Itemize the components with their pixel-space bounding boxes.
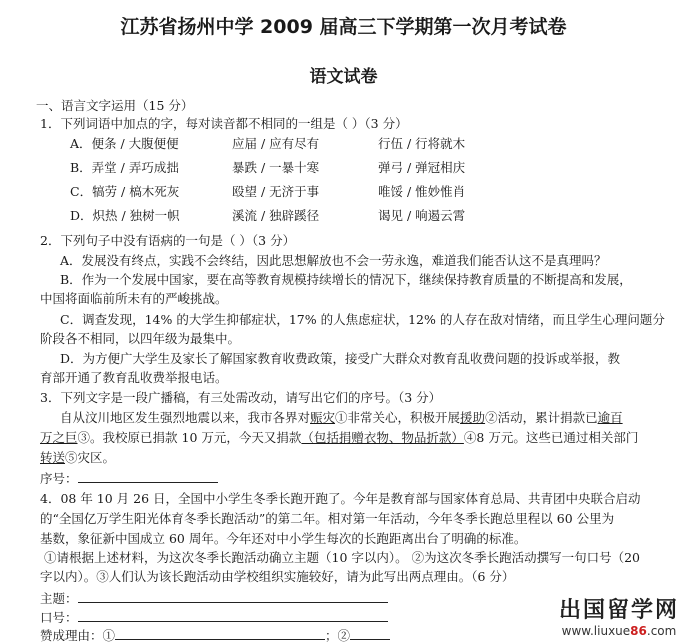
passage-text: ⑤灾区。 — [65, 450, 116, 465]
option-c-col2: 殴望 / 无济于事 — [232, 184, 320, 199]
answer-blank[interactable] — [78, 470, 218, 483]
question-3-line-2 — [40, 430, 638, 446]
underlined-phrase: 逾百 — [597, 410, 623, 425]
question-2-line: A．发展没有终点，实践不会终结，因此思想解放也不会一劳永逸，难道我们能否认这不是真理吗？ — [60, 253, 607, 268]
theme-blank[interactable] — [78, 590, 388, 603]
watermark-name: 出国留学网 — [558, 598, 679, 623]
question-3-line-1 — [60, 410, 623, 426]
question-2-line: 阶段各不相同，以四年级为最集中。 — [40, 331, 241, 346]
question-2-stem: 2．下列句子中没有语病的一句是（ ）（3 分） — [40, 233, 296, 248]
answer-label: 序号： — [40, 471, 78, 486]
option-d-col1: D．炽热 / 独树一帜 — [70, 208, 180, 223]
underlined-phrase: 援助 — [460, 410, 486, 425]
theme-row — [40, 590, 388, 607]
reason-label: 赞成理由：① — [40, 628, 116, 643]
option-b-col1: B．弄堂 / 弄巧成拙 — [70, 160, 179, 175]
underlined-phrase: 万之巨 — [40, 430, 78, 445]
theme-label: 主题： — [40, 591, 78, 606]
passage-text: ③。我校原已捐款 10 万元，今天又捐款 — [77, 430, 302, 445]
answer-row — [40, 470, 218, 487]
reason-blank-2[interactable] — [350, 627, 390, 640]
question-2-line: 育部开通了教育乱收费举报电话。 — [40, 370, 228, 385]
question-2-line: 中国将面临前所未有的严峻挑战。 — [40, 291, 228, 306]
site-watermark — [559, 593, 679, 638]
slogan-row — [40, 609, 388, 626]
option-a-col3: 行伍 / 行将就木 — [378, 136, 466, 151]
question-4-line: ①请根据上述材料，为这次冬季长跑活动确立主题（10 字以内）。 ②为这次冬季长跑活动撰写一句口号（20 — [44, 550, 641, 565]
question-3-stem: 3．下列文字是一段广播稿，有三处需改动，请写出它们的序号。（3 分） — [40, 390, 442, 405]
option-b-col3: 弹弓 / 弹冠相庆 — [378, 160, 466, 175]
option-b-col2: 暴跌 / 一暴十寒 — [232, 160, 320, 175]
option-c-col3: 唯馁 / 惟妙惟肖 — [378, 184, 466, 199]
question-2-line: D．为方便广大学生及家长了解国家教育收费政策，接受广大群众对教育乱收费问题的投诉或举报，教 — [60, 351, 621, 366]
question-4-line: 4．08 年 10 月 26 日，全国中小学生冬季长跑开跑了。今年是教育部与国家体育总局、共青团中央联合启动 — [40, 491, 641, 506]
slogan-label: 口号： — [40, 610, 78, 625]
question-4-line: 字以内）。③人们认为该长跑活动由学校组织实施较好，请为此写出两点理由。（6 分） — [40, 569, 515, 584]
reason-row — [40, 627, 390, 644]
passage-text: 自从汶川地区发生强烈地震以来，我市各界对 — [60, 410, 311, 425]
passage-text: ①非常关心，积极开展 — [335, 410, 461, 425]
question-2-line: B．作为一个发展中国家，要在高等教育规模持续增长的情况下，继续保持教育质量的不断提高和发展， — [60, 272, 632, 287]
slogan-blank[interactable] — [78, 609, 388, 622]
question-4-line: 基数，象征新中国成立 60 周年。今年还对中小学生每次的长跑距离出台了明确的标准。 — [40, 531, 527, 546]
page-subtitle: 语文试卷 — [309, 67, 378, 87]
option-d-col3: 谒见 / 响遏云霄 — [378, 208, 466, 223]
section-heading: 一、语言文字运用（15 分） — [36, 98, 194, 113]
underlined-phrase: 赈灾 — [310, 410, 336, 425]
question-2-line: C．调查发现，14% 的大学生抑郁症状，17% 的人焦虑症状，12% 的人存在敌对情绪，而且学生心理问题分 — [60, 312, 665, 327]
passage-text: ②活动，累计捐款已 — [485, 410, 598, 425]
passage-text: ④8 万元。这些已通过相关部门 — [463, 430, 639, 445]
underlined-phrase: （包括捐赠衣物、物品折款） — [301, 430, 464, 445]
reason-blank-1[interactable] — [115, 627, 325, 640]
question-3-line-3 — [40, 450, 115, 466]
question-4-line: 的“全国亿万学生阳光体育冬季长跑活动”的第二年。相对第一年活动，今年冬季长跑总里程以 60 公里为 — [40, 511, 615, 526]
option-c-col1: C．犒劳 / 槁木死灰 — [70, 184, 180, 199]
page-title: 江苏省扬州中学 2009 届高三下学期第一次月考试卷 — [120, 16, 567, 38]
underlined-phrase: 转送 — [40, 450, 66, 465]
option-d-col2: 溪流 / 独辟蹊径 — [232, 208, 320, 223]
reason-label-2: ；② — [325, 628, 351, 643]
option-a-col2: 应届 / 应有尽有 — [232, 136, 320, 151]
option-a-col1: A．便条 / 大腹便便 — [70, 136, 179, 151]
question-1-stem: 1．下列词语中加点的字，每对读音都不相同的一组是（ ）（3 分） — [40, 116, 408, 131]
watermark-url: www.liuxue86.com — [561, 624, 677, 638]
